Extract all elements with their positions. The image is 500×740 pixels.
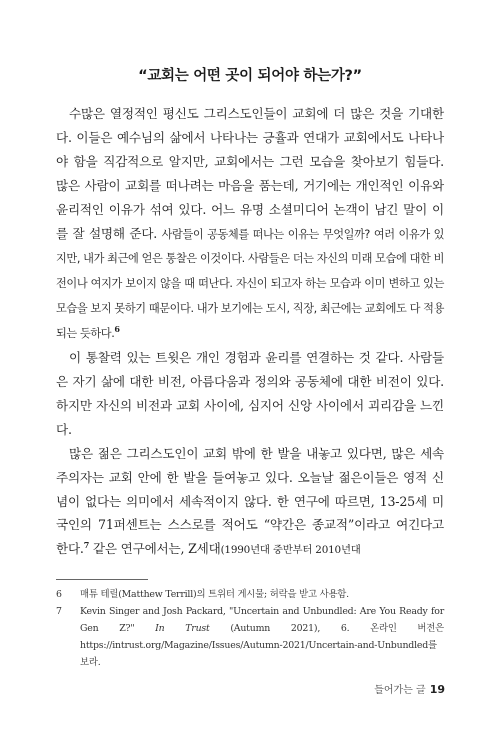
- paragraph-2-text: 이 통찰력 있는 트윗은 개인 경험과 윤리를 연결하는 것 같다. 사람들은 자기 삶에 대한 비전, 아름다움과 정의와 공동체에 대한 비전이 있다. 하지만 자신의 비전과 교회 사이에, 심지어 신앙 사이에서 괴리감을 느낀다.: [56, 350, 444, 437]
- paragraph-2: [56, 346, 444, 442]
- footnote-divider: [56, 579, 148, 580]
- footnotes: [56, 586, 444, 671]
- section-heading: “교회는 어떤 곳이 되어야 하는가?”: [138, 68, 362, 84]
- footnote-text-end: (Autumn 2021), 6. 온라인 버전은 https://intrust.org/Magazine/Issues/Autumn-2021/Uncertain-and-Unbundled를 보라.: [80, 623, 444, 668]
- page-footer: [374, 681, 445, 696]
- footnote-number: 7: [56, 606, 62, 617]
- footnote-ref-6[interactable]: 6: [114, 324, 120, 335]
- running-section-title: 들어가는 글: [374, 685, 426, 696]
- footnote-text: [80, 603, 444, 671]
- paragraph-3-parenthetical: (1990년대 중반부터 2010년대: [220, 544, 361, 557]
- footnote-6: [56, 586, 444, 603]
- footnote-number: 6: [56, 589, 62, 600]
- footnote-ref-7[interactable]: 7: [83, 540, 90, 551]
- body-text: [56, 102, 444, 563]
- footnote-text-start: Kevin Singer and Josh Packard, "Uncertain and Unbundled: Are You Ready for Gen Z?": [80, 606, 444, 634]
- paragraph-3: [56, 442, 444, 564]
- embedded-quote: 사람들이 공동체를 떠나는 이유는 무엇일까? 여러 이유가 있지만, 내가 최근에 얻은 통찰은 이것이다. 사람들은 더는 자신의 미래 모습에 대한 비전이나 여지가 보이지 않을 때 떠난다. 자신이 되고자 하는 모습과 이미 변하고 있는 모습을 보지 못하기 때문이다. 내가 보기에는 도시, 직장, 최근에는 교회에도 다 적용되는 듯하다.: [56, 227, 445, 341]
- footnote-text: 매튜 테릴(Matthew Terrill)의 트위터 게시물; 허락을 받고 사용함.: [80, 589, 349, 600]
- page-number: 19: [429, 683, 445, 696]
- paragraph-1-text: 수많은 열정적인 평신도 그리스도인들이 교회에 더 많은 것을 기대한다. 이들은 예수님의 삶에서 나타나는 긍휼과 연대가 교회에서도 나타나야 함을 직감적으로 알지만, 교회에서는 그런 모습을 찾아보기 힘들다. 많은 사람이 교회를 떠나려는 마음을 품는데, 거기에는 개인적인 이유와 윤리적인 이유가 섞여 있다. 어느 유명 소셜미디어 논객이 남긴 말이 이를 잘 설명해 준다.: [56, 106, 444, 241]
- paragraph-3-continuation: 같은 연구에서는, Z세대: [89, 541, 221, 557]
- paragraph-3-text: 많은 젊은 그리스도인이 교회 밖에 한 발을 내놓고 있다면, 많은 세속주의자는 교회 안에 한 발을 들여놓고 있다. 오늘날 젊은이들은 영적 신념이 없다는 의미에서 세속적이지 않다. 한 연구에 따르면, 13-25세 미국인의 71퍼센트는 스스로를 적어도 “약간은 종교적”이라고 여긴다고 한다.: [56, 445, 444, 557]
- paragraph-1: [56, 102, 444, 346]
- journal-title: In Trust: [155, 623, 210, 634]
- footnote-7: [56, 603, 444, 671]
